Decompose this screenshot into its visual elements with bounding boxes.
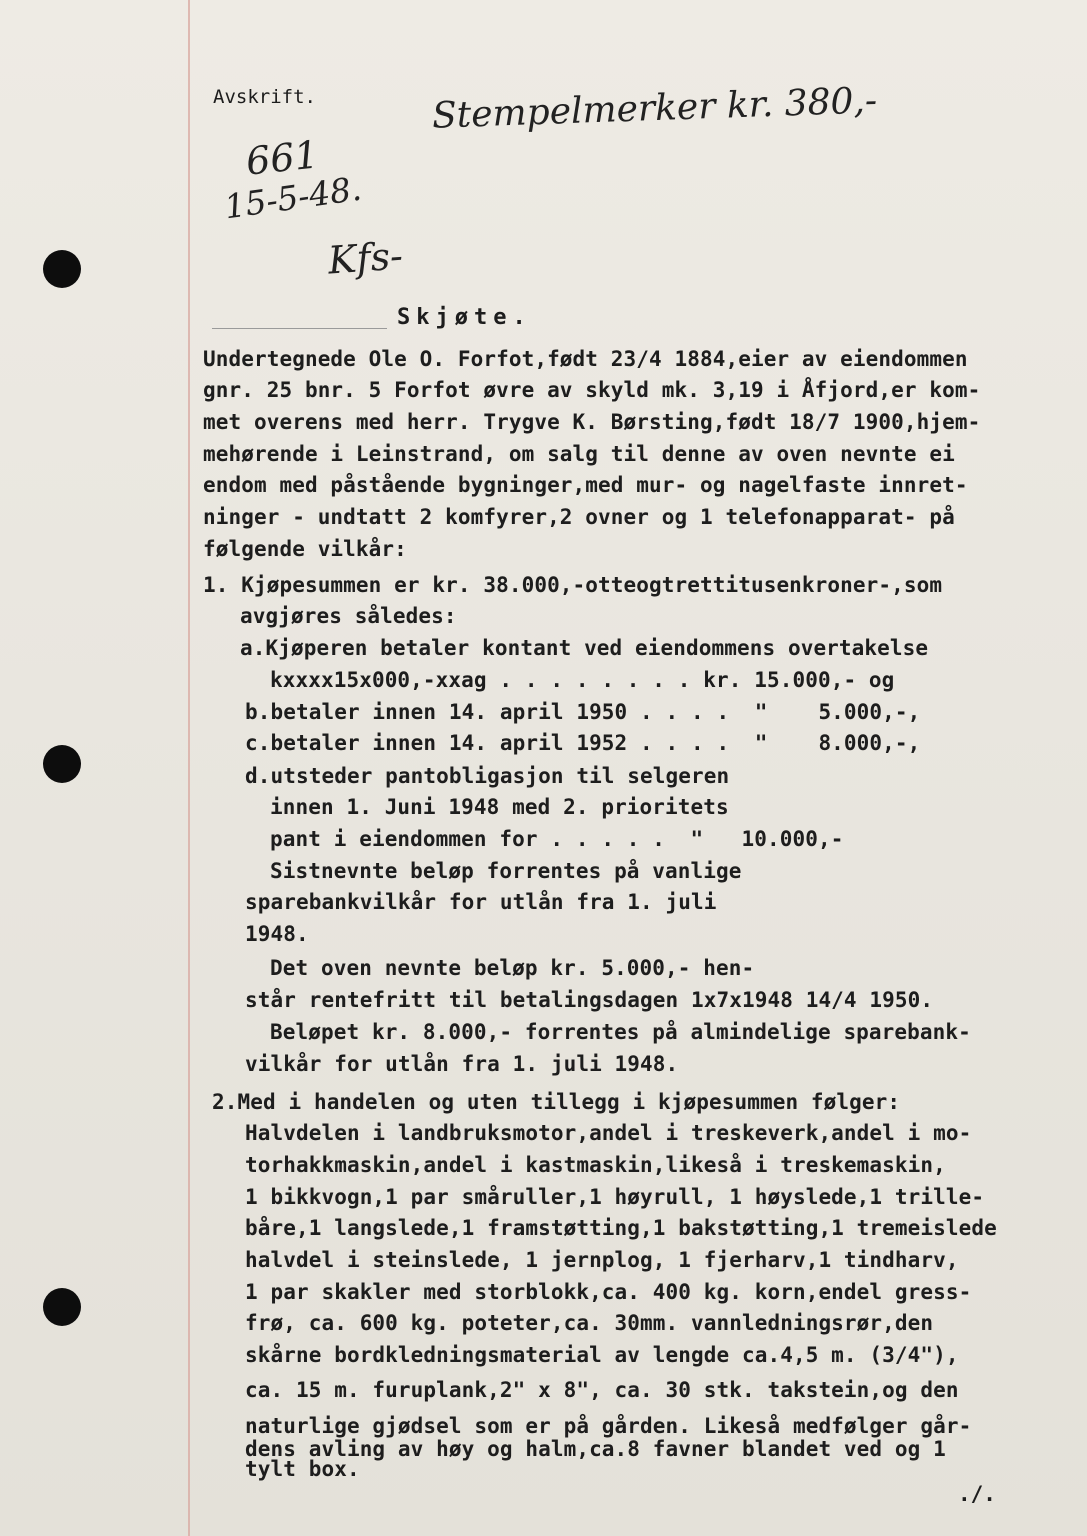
- stamp-note-handwritten: Stempelmerker kr. 380,-: [431, 80, 878, 137]
- document-title: Skjøte.: [397, 305, 532, 330]
- text-line: vilkår for utlån fra 1. juli 1948.: [245, 1052, 679, 1076]
- text-line: met overens med herr. Trygve K. Børsting,født 18/7 1900,hjem-: [203, 410, 981, 434]
- text-line: kxxxx15x000,-xxag . . . . . . . . kr. 15.000,- og: [270, 668, 895, 692]
- text-line: 2.Med i handelen og uten tillegg i kjøpesummen følger:: [212, 1090, 901, 1114]
- text-line: a.Kjøperen betaler kontant ved eiendommens overtakelse: [240, 636, 929, 660]
- text-line: endom med påstående bygninger,med mur- og nagelfaste innret-: [203, 473, 968, 497]
- text-line: 1. Kjøpesummen er kr. 38.000,-otteogtrettitusenkroner-,som: [203, 573, 943, 597]
- text-line: naturlige gjødsel som er på gården. Likeså medfølger går-: [245, 1414, 972, 1438]
- header-label: Avskrift.: [213, 86, 316, 108]
- text-line: båre,1 langslede,1 framstøtting,1 bakstøtting,1 tremeislede: [245, 1216, 997, 1240]
- text-line: c.betaler innen 14. april 1952 . . . . " 8.000,-,: [245, 731, 921, 755]
- text-line: Det oven nevnte beløp kr. 5.000,- hen-: [270, 956, 755, 980]
- text-line: ninger - undtatt 2 komfyrer,2 ovner og 1 telefonapparat- på: [203, 505, 955, 529]
- text-line: står rentefritt til betalingsdagen 1x7x1948 14/4 1950.: [245, 988, 934, 1012]
- initials-handwritten: Kfs-: [326, 233, 405, 283]
- text-line: mehørende i Leinstrand, om salg til denne av oven nevnte ei: [203, 442, 955, 466]
- text-line: dens avling av høy og halm,ca.8 favner blandet ved og 1: [245, 1437, 946, 1461]
- text-line: sparebankvilkår for utlån fra 1. juli: [245, 890, 717, 914]
- text-line: torhakkmaskin,andel i kastmaskin,likeså i treskemaskin,: [245, 1153, 946, 1177]
- text-line: halvdel i steinslede, 1 jernplog, 1 fjerharv,1 tindharv,: [245, 1248, 959, 1272]
- text-line: 1948.: [245, 922, 309, 946]
- text-line: avgjøres således:: [240, 604, 457, 628]
- text-line: b.betaler innen 14. april 1950 . . . . " 5.000,-,: [245, 700, 921, 724]
- text-line: innen 1. Juni 1948 med 2. prioritets: [270, 795, 729, 819]
- text-line: 1 par skakler med storblokk,ca. 400 kg. korn,endel gress-: [245, 1280, 972, 1304]
- text-line: ca. 15 m. furuplank,2" x 8", ca. 30 stk. takstein,og den: [245, 1378, 959, 1402]
- text-line: Sistnevnte beløp forrentes på vanlige: [270, 859, 742, 883]
- text-line: gnr. 25 bnr. 5 Forfot øvre av skyld mk. 3,19 i Åfjord,er kom-: [203, 378, 981, 402]
- text-line: Undertegnede Ole O. Forfot,født 23/4 1884,eier av eiendommen: [203, 347, 968, 371]
- text-line: skårne bordkledningsmaterial av lengde ca.4,5 m. (3/4"),: [245, 1343, 959, 1367]
- text-line: pant i eiendommen for . . . . . " 10.000,-: [270, 827, 844, 851]
- text-line: frø, ca. 600 kg. poteter,ca. 30mm. vannledningsrør,den: [245, 1311, 934, 1335]
- text-line: d.utsteder pantobligasjon til selgeren: [245, 764, 730, 788]
- registration-number-handwritten: 661: [243, 132, 321, 184]
- text-line: tylt box.: [245, 1457, 360, 1481]
- text-line: 1 bikkvogn,1 par småruller,1 høyrull, 1 høyslede,1 trille-: [245, 1185, 985, 1209]
- text-line: Halvdelen i landbruksmotor,andel i treskeverk,andel i mo-: [245, 1121, 972, 1145]
- continuation-mark: ./.: [958, 1482, 996, 1506]
- text-line: følgende vilkår:: [203, 537, 407, 561]
- registration-date-handwritten: 15-5-48.: [221, 168, 364, 227]
- text-line: Beløpet kr. 8.000,- forrentes på almindelige sparebank-: [270, 1020, 971, 1044]
